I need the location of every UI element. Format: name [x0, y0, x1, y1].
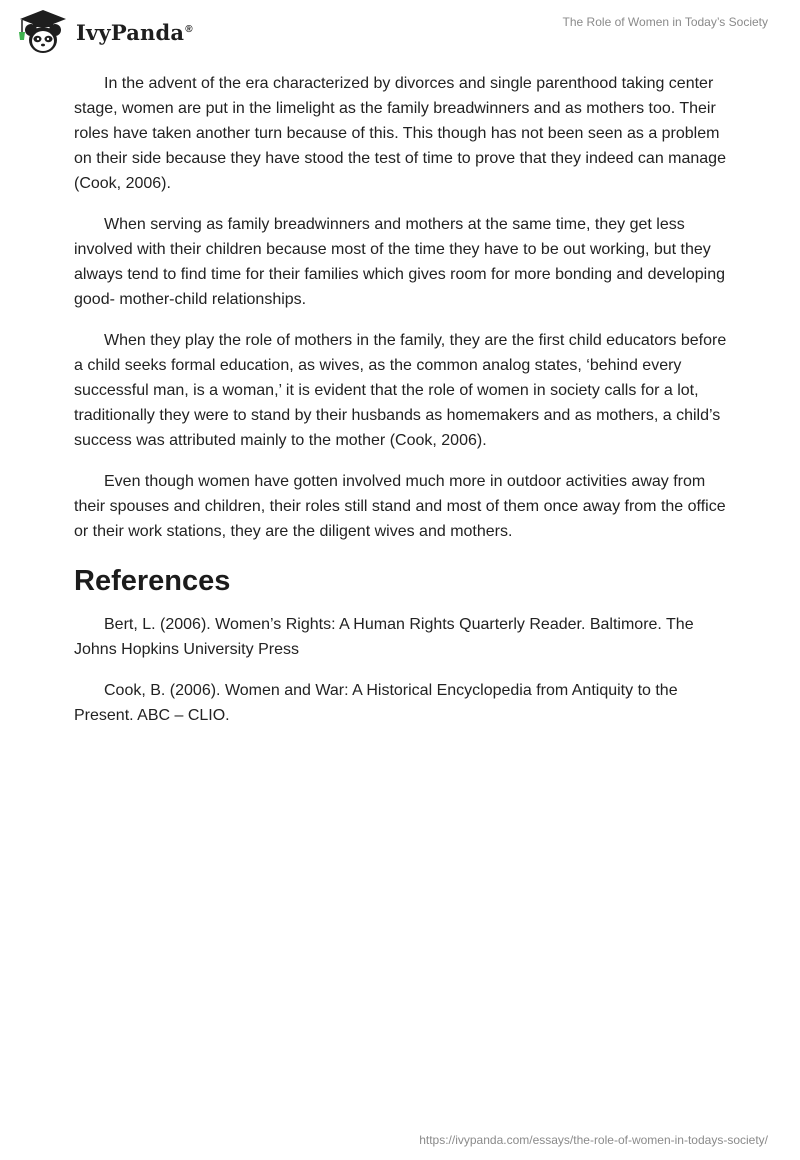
- body-paragraph: Even though women have gotten involved much more in outdoor activities away from their spouses and children, their roles still stand and most of them once away from the office or their work stations, they are the diligent wives and mothers.: [74, 473, 726, 540]
- body-paragraph: When they play the role of mothers in the family, they are the first child educators before a child seeks formal education, as wives, as the common analog states, ‘behind every successful man, is a woman,’ it is evident that the role of women in society calls for a lot, traditionally they were to stand by their husbands as homemakers and as mothers, a child’s success was attributed mainly to the mother (Cook, 2006).: [74, 332, 727, 449]
- reference-item: Bert, L. (2006). Women’s Rights: A Human Rights Quarterly Reader. Baltimore. The Johns Hopkins University Press: [74, 616, 694, 658]
- ivypanda-logo[interactable]: [14, 8, 193, 58]
- references-heading: References: [74, 565, 231, 597]
- page-header: [0, 0, 800, 60]
- reference-item: Cook, B. (2006). Women and War: A Historical Encyclopedia from Antiquity to the Present. ABC – CLIO.: [74, 682, 678, 724]
- essay-content: [74, 71, 734, 744]
- body-paragraph: When serving as family breadwinners and mothers at the same time, they get less involved with their children because most of the time they have to be out working, but they always tend to find time for their families which gives room for more bonding and developing good- mother-child relationships.: [74, 216, 725, 308]
- brand-name: IvyPanda: [76, 19, 185, 45]
- running-title: The Role of Women in Today’s Society: [562, 15, 768, 29]
- source-url-link[interactable]: https://ivypanda.com/essays/the-role-of-women-in-todays-society/: [419, 1133, 768, 1147]
- registered-mark: ®: [185, 23, 193, 35]
- body-paragraph: In the advent of the era characterized by divorces and single parenthood taking center stage, women are put in the limelight as the family breadwinners and as mothers too. Their roles have taken another turn because of this. This though has not been seen as a problem on their side because they have stood the test of time to prove that they indeed can manage (Cook, 2006).: [74, 75, 726, 192]
- panda-graduation-cap-icon: [14, 8, 72, 58]
